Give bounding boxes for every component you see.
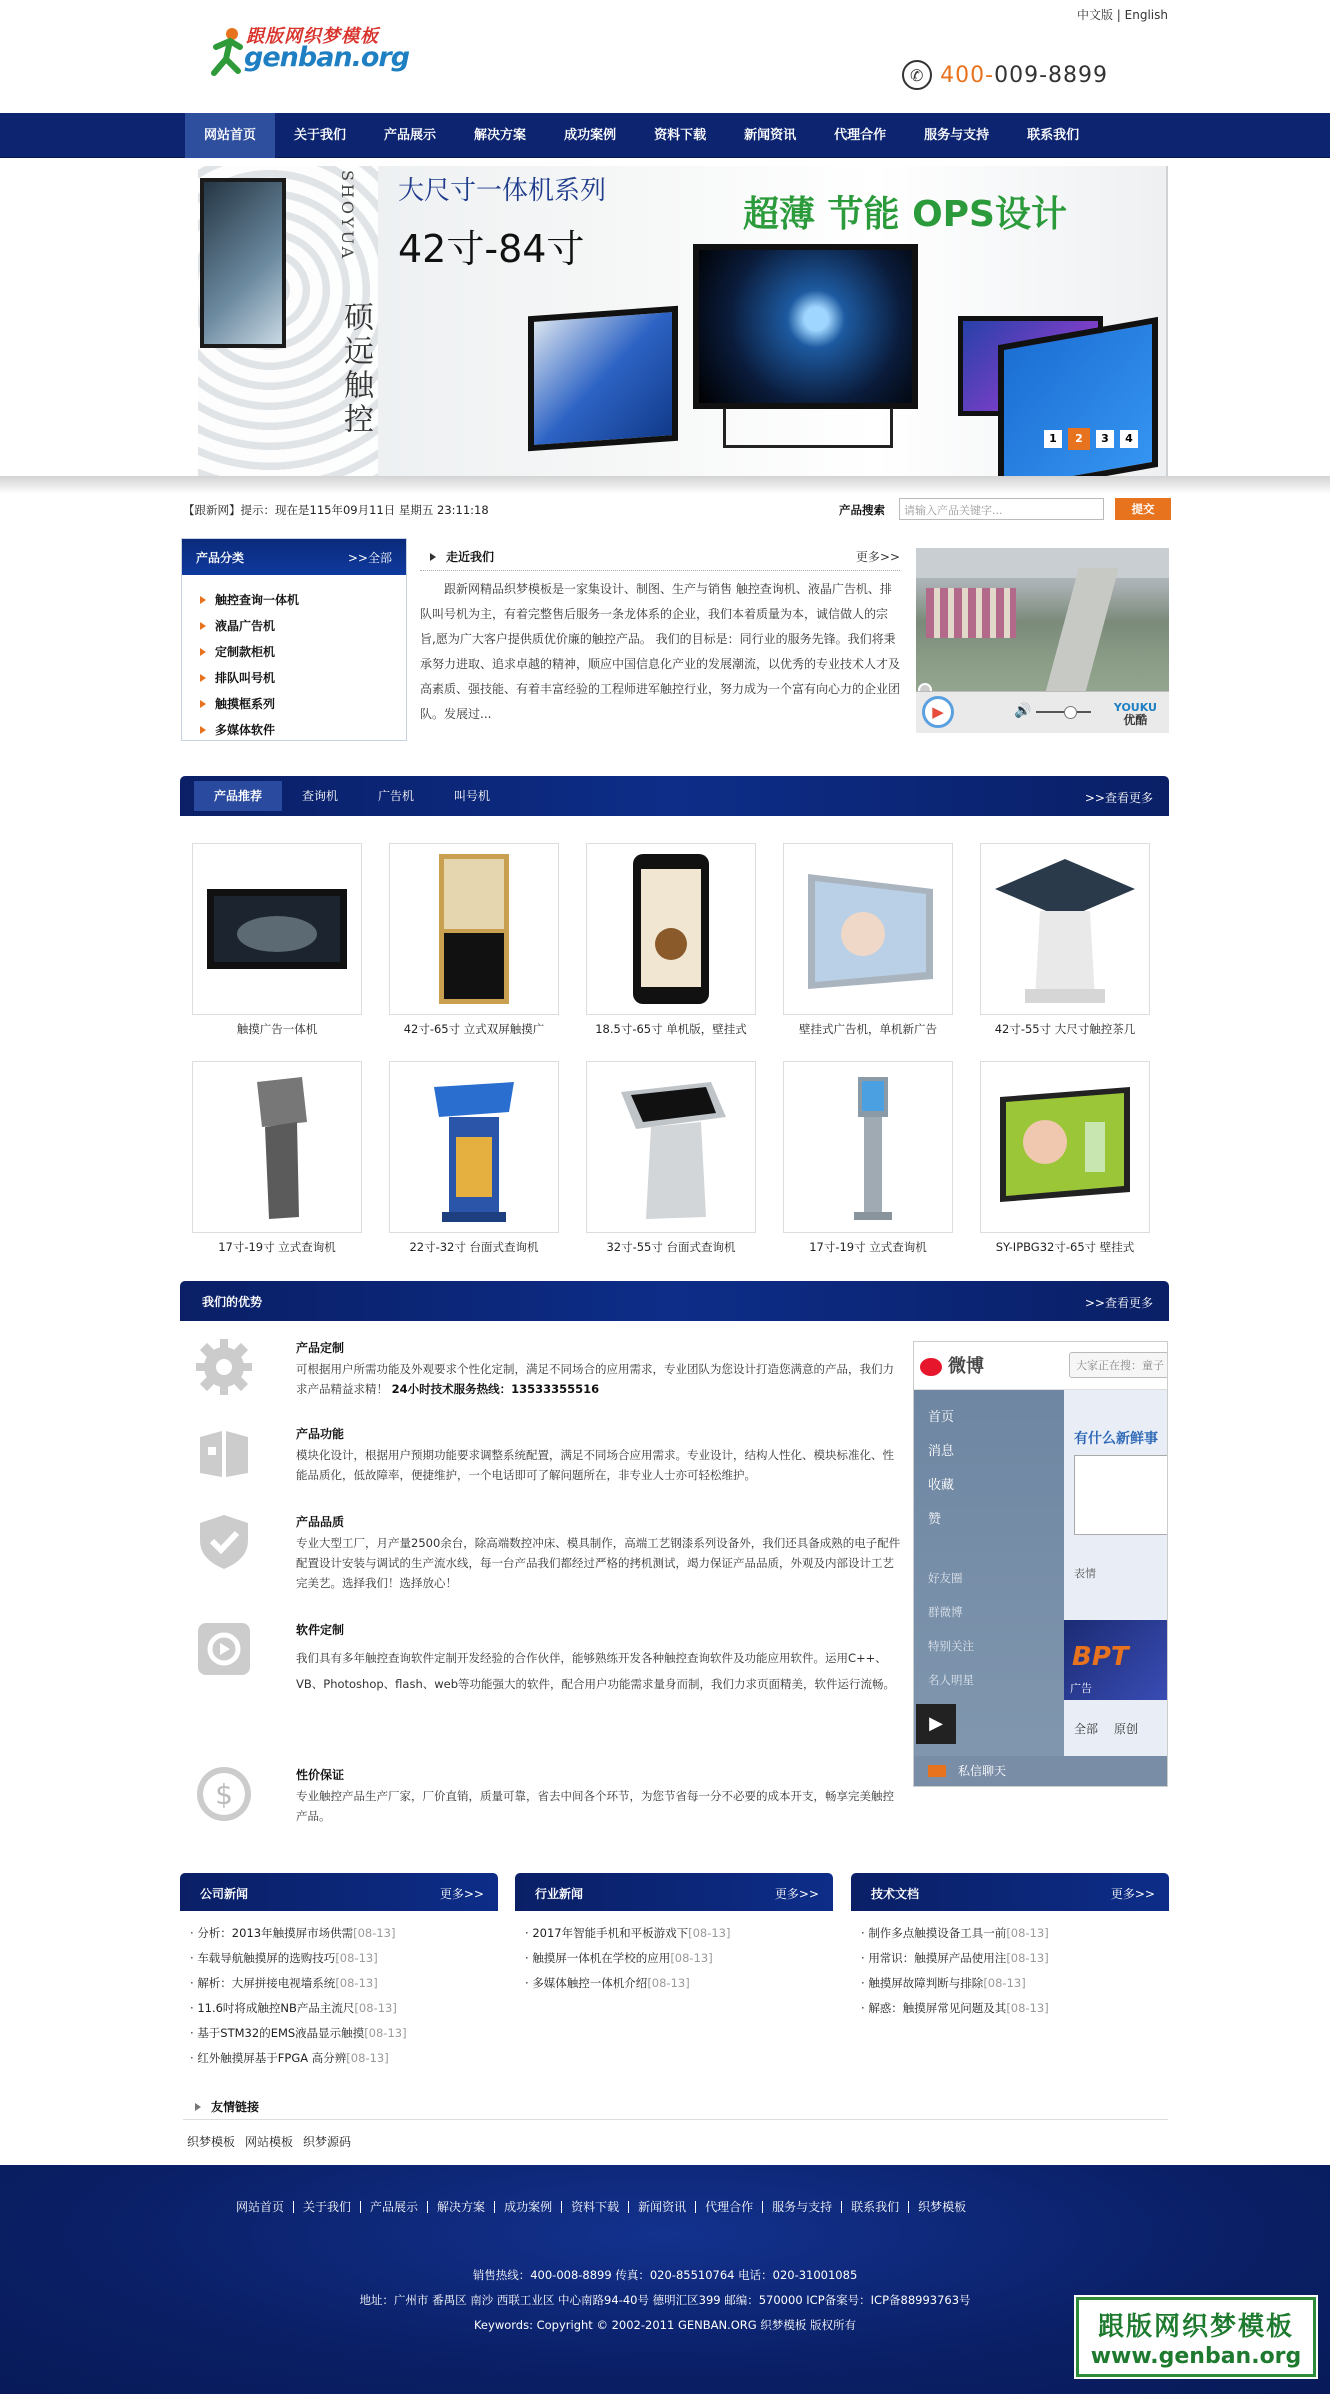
category-item[interactable]: 排队叫号机	[200, 665, 406, 691]
news-list	[515, 1911, 833, 1996]
weibo-ad[interactable]	[1064, 1620, 1168, 1700]
weibo-search-input[interactable]: 大家正在搜：童子	[1069, 1352, 1168, 1378]
product-category-box	[181, 538, 407, 741]
category-item[interactable]: 触控查询一体机	[200, 587, 406, 613]
banner-monitor-stand	[723, 408, 893, 448]
product-card[interactable]	[192, 843, 362, 1043]
news-bar	[515, 1873, 833, 1911]
hotline-number: 009-8899	[994, 62, 1108, 88]
news-more-link[interactable]: 更多>>	[439, 1887, 484, 1901]
search-label: 产品搜索	[839, 503, 885, 517]
weibo-menu-item[interactable]: 收藏	[928, 1478, 955, 1493]
about-box	[420, 543, 900, 727]
news-title: 技术文档	[871, 1887, 920, 1901]
news-title: 公司新闻	[200, 1887, 249, 1901]
banner-dot[interactable]: 1	[1044, 430, 1062, 448]
banner-brand-cn: 硕远触控	[338, 301, 373, 437]
news-item-title[interactable]: 用常识：触摸屏产品使用注	[868, 1951, 1007, 1965]
weibo-widget[interactable]	[913, 1341, 1168, 1787]
news-list	[851, 1911, 1169, 2021]
news-item[interactable]	[190, 1946, 498, 1971]
product-card[interactable]	[980, 1061, 1150, 1261]
banner-monitor-mid	[528, 306, 678, 451]
svg-text:$: $	[215, 1778, 233, 1811]
news-item[interactable]	[861, 1971, 1169, 1996]
tab-queue-machine[interactable]: 叫号机	[454, 789, 491, 803]
volume-knob[interactable]	[1064, 706, 1077, 719]
nav-item-downloads[interactable]: 资料下载	[654, 128, 707, 143]
nav-item-support[interactable]: 服务与支持	[924, 128, 990, 143]
news-item-title[interactable]: 红外触摸屏基于FPGA 高分辨	[197, 2051, 347, 2065]
tab-ad-machine[interactable]: 广告机	[378, 789, 415, 803]
banner-brand-en: SHOYUA	[338, 170, 357, 262]
product-card[interactable]	[783, 1061, 953, 1261]
product-card[interactable]	[389, 1061, 559, 1261]
news-item-title[interactable]: 解惑：触摸屏常见问题及其	[868, 2001, 1007, 2015]
news-item[interactable]	[190, 2021, 498, 2046]
news-item[interactable]	[861, 1996, 1169, 2021]
news-item-date: [08-13]	[1006, 2001, 1049, 2015]
book-icon	[194, 1423, 254, 1483]
video-controls	[916, 691, 1169, 733]
info-bar	[183, 498, 1168, 520]
news-item-date: [08-13]	[335, 1951, 378, 1965]
gear-icon	[194, 1337, 254, 1397]
news-item[interactable]	[525, 1946, 833, 1971]
weibo-group-item[interactable]: 群微博	[928, 1605, 963, 1619]
shield-check-icon	[194, 1511, 254, 1571]
banner-title: 大尺寸一体机系列	[398, 176, 607, 206]
advantage-title: 产品功能	[296, 1427, 345, 1441]
banner-monitor-main	[693, 244, 918, 409]
news-list	[180, 1911, 498, 2071]
video-frame-sky	[916, 548, 1169, 578]
footer-link[interactable]: 新闻资讯	[629, 2201, 696, 2213]
weibo-chat-bar[interactable]: 私信聊天	[914, 1756, 1168, 1786]
advantage-item	[190, 1511, 910, 1619]
banner-size: 42寸-84寸	[398, 227, 585, 271]
watermark-url: www.genban.org	[1090, 2344, 1302, 2369]
category-item[interactable]: 触摸框系列	[200, 691, 406, 717]
category-title: 产品分类	[196, 550, 245, 565]
footer-link[interactable]: 服务与支持	[763, 2201, 842, 2213]
divider-band	[0, 476, 1330, 494]
products-more-link[interactable]: >>查看更多	[1084, 791, 1153, 805]
weibo-ad-text: BPT	[1072, 1642, 1129, 1672]
product-caption[interactable]: 42寸-65寸 立式双屏触摸广	[403, 1022, 545, 1036]
product-card[interactable]	[783, 843, 953, 1043]
nav-item-products[interactable]: 产品展示	[384, 128, 437, 143]
footer-link[interactable]: 联系我们	[842, 2201, 909, 2213]
footer-link[interactable]: 代理合作	[696, 2201, 763, 2213]
news-bar	[851, 1873, 1169, 1911]
weibo-menu	[914, 1390, 1064, 1542]
main-nav	[185, 113, 1098, 158]
watermark-badge	[1076, 2297, 1316, 2377]
banner-pager	[1044, 430, 1138, 450]
weibo-play-icon[interactable]: ▶	[916, 1704, 956, 1744]
advantage-item	[190, 1619, 910, 1764]
product-caption[interactable]: 壁挂式广告机，单机新广告	[799, 1022, 937, 1036]
news-item-title[interactable]: 制作多点触摸设备工具一前	[868, 1926, 1007, 1940]
advantages-list	[190, 1337, 910, 1844]
friend-link[interactable]: 织梦模板	[187, 2135, 236, 2149]
product-card[interactable]	[192, 1061, 362, 1261]
weibo-group-item[interactable]: 好友圈	[928, 1571, 963, 1585]
news-item-date: [08-13]	[1006, 1926, 1049, 1940]
product-caption[interactable]: 32寸-55寸 台面式查询机	[606, 1240, 736, 1254]
friend-links-title: 友情链接	[195, 2098, 259, 2115]
advantage-title: 软件定制	[296, 1623, 345, 1637]
product-caption[interactable]: 42寸-55寸 大尺寸触控茶几	[994, 1022, 1136, 1036]
category-list	[182, 575, 406, 743]
tech-docs	[851, 1873, 1169, 2021]
footer-link[interactable]: 网站首页	[236, 2201, 294, 2213]
friend-links-header	[183, 2092, 1168, 2120]
product-card[interactable]	[389, 843, 559, 1043]
news-item[interactable]	[190, 1996, 498, 2021]
hotline	[902, 60, 1108, 90]
weibo-header	[914, 1342, 1167, 1390]
nav-item-about[interactable]: 关于我们	[294, 128, 347, 143]
weibo-menu-item[interactable]: 消息	[928, 1444, 955, 1459]
product-card[interactable]	[586, 1061, 756, 1261]
news-item-date: [08-13]	[1006, 1951, 1049, 1965]
youku-logo	[1114, 701, 1157, 727]
news-item-title[interactable]: 2017年智能手机和平板游戏下	[532, 1926, 689, 1940]
nav-item-contact[interactable]: 联系我们	[1027, 128, 1080, 143]
advantage-title: 产品定制	[296, 1341, 345, 1355]
date-notice: 【跟新网】提示：现在是115年09月11日 星期五 23:11:18	[183, 503, 489, 517]
weibo-group-item[interactable]: 名人明星	[928, 1673, 974, 1687]
about-more-link[interactable]: 更多>>	[855, 550, 900, 564]
news-item-title[interactable]: 多媒体触控一体机介绍	[532, 1976, 648, 1990]
youku-en: YOUKU	[1113, 701, 1157, 714]
footer-link[interactable]: 织梦模板	[918, 2200, 967, 2214]
runner-logo-icon	[210, 27, 244, 77]
advantage-text: 模块化设计，根据用户预期功能要求调整系统配置，满足不同场合应用需求。专业设计，结构人性化、模块标准化、性能品质化，低故障率，便捷维护，一个电话即可了解问题所在，非专业人士亦可轻松维护。	[296, 1448, 894, 1482]
category-all-link[interactable]: >>全部	[347, 550, 392, 565]
news-item[interactable]	[190, 1971, 498, 1996]
banner-dot[interactable]: 4	[1120, 430, 1138, 448]
wall-ad-screen-image[interactable]	[783, 843, 953, 1015]
weibo-main	[1064, 1390, 1168, 1787]
news-item-date: [08-13]	[647, 1976, 690, 1990]
replay-icon	[194, 1619, 254, 1679]
news-item-date: [08-13]	[346, 2051, 389, 2065]
news-item-title[interactable]: 车载导航触摸屏的选购技巧	[197, 1951, 336, 1965]
news-item-title[interactable]: 11.6吋将成触控NB产品主流尺	[197, 2001, 355, 2015]
news-item[interactable]	[525, 1971, 833, 1996]
advantage-item	[190, 1764, 910, 1844]
advantage-text: 我们具有多年触控查询软件定制开发经验的合作伙伴，能够熟练开发各种触控查询软件及功能应用软件。运用C++、VB、Photoshop、flash、web等功能强大的软件，配合用户功能需求量身而制，我们力求页面精美，软件运行流畅。	[296, 1651, 896, 1691]
advantage-title: 性价保证	[296, 1768, 345, 1782]
dual-screen-kiosk-image[interactable]	[389, 843, 559, 1015]
footer-contact: 销售热线：400-008-8899 传真：020-85510764 电话：020-31001085	[472, 2268, 858, 2282]
nav-item-news[interactable]: 新闻资讯	[744, 128, 797, 143]
banner-wall-screen	[200, 178, 286, 348]
banner-monitor-right-front	[998, 317, 1158, 476]
about-title: 走近我们	[430, 548, 494, 565]
hero-banner[interactable]	[198, 166, 1168, 476]
footer-link[interactable]: 产品展示	[361, 2201, 428, 2213]
footer-link[interactable]: 关于我们	[294, 2201, 361, 2213]
product-card[interactable]	[586, 843, 756, 1043]
weibo-tabs	[1074, 1720, 1138, 1737]
company-news	[180, 1873, 498, 2071]
slim-kiosk-image[interactable]	[783, 1061, 953, 1233]
product-search-input[interactable]: 请输入产品关键字...	[899, 498, 1104, 520]
product-caption[interactable]: 触摸广告一体机	[236, 1022, 318, 1036]
product-row	[192, 843, 1172, 1043]
advantage-text: 专业触控产品生产厂家，厂价直销，质量可靠，省去中间各个环节，为您节省每一分不必要的成本开支，畅享完美触控产品。	[296, 1789, 894, 1823]
news-item-title[interactable]: 基于STM32的EMS液晶显示触摸	[197, 2026, 365, 2040]
footer-address: 地址：广州市 番禺区 南沙 西联工业区 中心南路94-40号 德明汇区399 邮编：570000 ICP备案号：ICP备88993763号	[359, 2293, 971, 2307]
banner-dot-active[interactable]: 2	[1068, 428, 1090, 450]
weibo-compose-title: 有什么新鲜事	[1074, 1431, 1158, 1447]
product-caption[interactable]: 17寸-19寸 立式查询机	[218, 1240, 336, 1254]
advantages-title: 我们的优势	[202, 1295, 263, 1309]
news-item-date: [08-13]	[983, 1976, 1026, 1990]
friend-link[interactable]: 网站模板	[245, 2135, 294, 2149]
phone-icon: ✆	[902, 60, 932, 90]
about-text: 跟新网精品织梦模板是一家集设计、制图、生产与销售 触控查询机、液晶广告机、排队叫号机为主，有着完整售后服务一条龙体系的企业，我们本着质量为本，诚信做人的宗旨,愿为广大客户提供质优价廉的触控产品。 我们的目标是：同行业的服务先锋。我们将秉承努力进取、追求卓越的精神，顺应中国信息化产业的发展潮流，以优秀的专业技术人才及高素质、强技能、有着丰富经验的工程师进军触控行业，努力成为一个富有向心力的企业团队。发展过...	[420, 582, 901, 721]
about-header	[420, 543, 900, 571]
news-item-title[interactable]: 分析：2013年触摸屏市场供需	[197, 1926, 354, 1940]
product-grid	[192, 843, 1172, 1279]
news-item-title[interactable]: 触摸屏故障判断与排除	[868, 1976, 984, 1990]
news-more-link[interactable]: 更多>>	[774, 1887, 819, 1901]
weibo-logo[interactable]: 微博	[920, 1352, 984, 1378]
weibo-compose-box[interactable]	[1074, 1455, 1168, 1535]
lang-en-link[interactable]: English	[1124, 8, 1168, 22]
touch-table-image[interactable]	[980, 843, 1150, 1015]
news-item-title[interactable]: 触摸屏一体机在学校的应用	[532, 1951, 671, 1965]
friend-link[interactable]: 织梦源码	[303, 2135, 352, 2149]
advantages-bar	[180, 1281, 1169, 1321]
video-player[interactable]	[916, 548, 1169, 733]
lang-separator: |	[1116, 8, 1121, 22]
product-caption[interactable]: SY-IPBG32寸-65寸 壁挂式	[995, 1240, 1135, 1254]
products-tab-bar	[180, 776, 1169, 816]
language-switch	[1077, 6, 1168, 23]
product-card[interactable]	[980, 843, 1150, 1043]
logo-cn-text: 跟版网织梦模板	[246, 26, 379, 47]
news-item[interactable]	[525, 1921, 833, 1946]
news-item-title[interactable]: 解析：大屏拼接电视墙系统	[197, 1976, 336, 1990]
product-caption[interactable]: 22寸-32寸 台面式查询机	[409, 1240, 539, 1254]
wall-ad-frame-image[interactable]	[980, 1061, 1150, 1233]
news-title: 行业新闻	[535, 1887, 584, 1901]
news-item-date: [08-13]	[335, 1976, 378, 1990]
advantages-more-link[interactable]: >>查看更多	[1084, 1296, 1153, 1310]
advantage-text	[296, 1359, 901, 1399]
banner-slogan: 超薄 节能 OPS设计	[743, 194, 1067, 235]
advantage-hotline: 24小时技术服务热线：13533355516	[391, 1382, 600, 1396]
play-icon[interactable]: ▶	[922, 696, 954, 728]
weibo-menu-item[interactable]: 首页	[928, 1410, 955, 1425]
watermark-title: 跟版网织梦模板	[1097, 2312, 1294, 2342]
footer-link[interactable]: 成功案例	[495, 2201, 562, 2213]
nav-item-cases[interactable]: 成功案例	[564, 128, 617, 143]
banner-dot[interactable]: 3	[1096, 430, 1114, 448]
video-frame-buildings	[926, 588, 1016, 638]
weibo-ad-label: 广告	[1070, 1682, 1092, 1695]
category-item[interactable]: 液晶广告机	[200, 613, 406, 639]
industry-news	[515, 1873, 833, 1996]
main-nav-bar	[0, 113, 1330, 158]
nav-item-agency[interactable]: 代理合作	[834, 128, 887, 143]
footer-link[interactable]: 解决方案	[428, 2201, 495, 2213]
weibo-emoji-label[interactable]: 表情	[1074, 1567, 1096, 1580]
news-item[interactable]	[190, 1921, 498, 1946]
news-more-link[interactable]: 更多>>	[1110, 1887, 1155, 1901]
lang-cn-link[interactable]: 中文版	[1076, 8, 1113, 22]
news-item-date: [08-13]	[354, 2001, 397, 2015]
category-item[interactable]: 定制款柜机	[200, 639, 406, 665]
advantage-desc: 可根据用户所需功能及外观要求个性化定制，满足不同场合的应用需求，专业团队为您设计打造您满意的产品，我们力求产品精益求精！	[296, 1362, 894, 1396]
weibo-group-item[interactable]: 特别关注	[928, 1639, 974, 1653]
blue-kiosk-image[interactable]	[389, 1061, 559, 1233]
hotline-prefix: 400-	[940, 62, 995, 88]
tablet-screen-image[interactable]	[586, 843, 756, 1015]
site-logo[interactable]	[210, 22, 410, 82]
footer-nav	[236, 2201, 975, 2213]
dollar-icon	[194, 1764, 254, 1824]
product-row	[192, 1061, 1172, 1261]
weibo-tab-all[interactable]: 全部	[1074, 1722, 1099, 1736]
news-item[interactable]	[190, 2046, 498, 2071]
news-item[interactable]	[861, 1921, 1169, 1946]
news-item-date: [08-13]	[353, 1926, 396, 1940]
footer-copyright: Keywords: Copyright © 2002-2011 GENBAN.ORG 织梦模板 版权所有	[473, 2318, 857, 2332]
product-caption[interactable]: 17寸-19寸 立式查询机	[809, 1240, 927, 1254]
products-tabs	[180, 776, 1169, 816]
weibo-tab-original[interactable]: 原创	[1114, 1722, 1139, 1736]
advantage-item	[190, 1337, 910, 1423]
news-item[interactable]	[861, 1946, 1169, 1971]
advantage-item	[190, 1423, 910, 1511]
weibo-menu-item[interactable]: 赞	[928, 1512, 942, 1527]
footer-link[interactable]: 资料下载	[562, 2201, 629, 2213]
logo-en-text: genban.org	[244, 42, 410, 73]
search-submit-button[interactable]: 提交	[1115, 498, 1171, 520]
volume-icon[interactable]: 🔊	[1014, 703, 1032, 719]
silver-kiosk-image[interactable]	[586, 1061, 756, 1233]
news-item-date: [08-13]	[364, 2026, 407, 2040]
product-caption[interactable]: 18.5寸-65寸 单机版，壁挂式	[595, 1022, 747, 1036]
youku-cn: 优酷	[1123, 713, 1148, 727]
category-item[interactable]: 多媒体软件	[200, 717, 406, 743]
advantage-title: 产品品质	[296, 1515, 345, 1529]
friend-links	[187, 2133, 351, 2150]
nav-item-home[interactable]: 网站首页	[185, 113, 275, 158]
tab-query-machine[interactable]: 查询机	[302, 789, 339, 803]
weibo-groups	[914, 1542, 1064, 1706]
news-bar	[180, 1873, 498, 1911]
nav-item-solutions[interactable]: 解决方案	[474, 128, 527, 143]
tab-recommended[interactable]: 产品推荐	[194, 781, 282, 811]
category-header	[182, 539, 406, 575]
header	[180, 0, 1168, 113]
news-item-date: [08-13]	[670, 1951, 713, 1965]
wall-screen-image[interactable]	[192, 843, 362, 1015]
news-item-date: [08-13]	[688, 1926, 731, 1940]
floor-kiosk-image[interactable]	[192, 1061, 362, 1233]
advantage-text: 专业大型工厂，月产量2500余台，除高端数控冲床、模具制作，高端工艺钢漆系列设备外，我们还具备成熟的电子配件配置设计安装与调试的生产流水线，每一台产品我们都经过严格的拷机测试，竭力保证产品品质，外观及内部设计工艺完美艺。选择我们！选择放心！	[296, 1536, 901, 1590]
